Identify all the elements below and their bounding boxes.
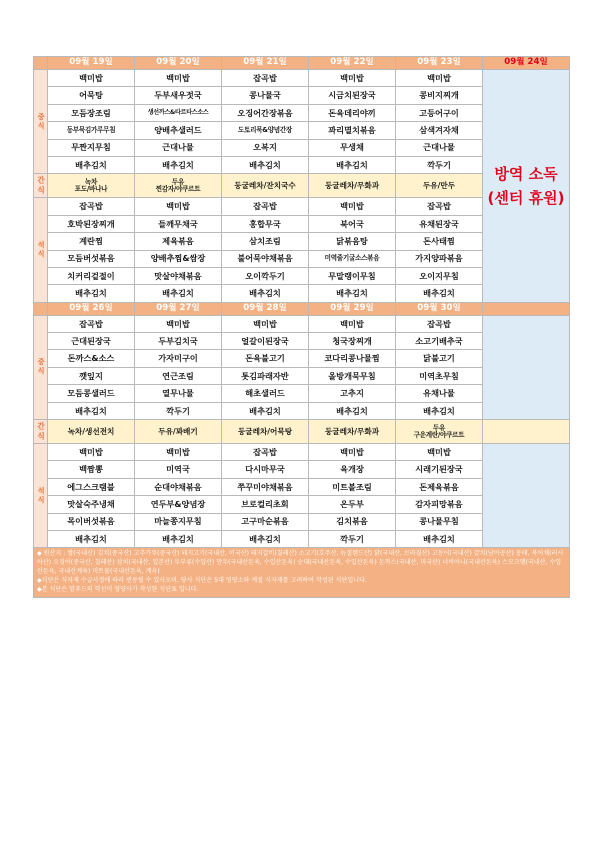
menu-item: 백미밥 — [48, 70, 135, 87]
menu-item: 오징어간장볶음 — [222, 104, 309, 121]
menu-item: 콩비지찌개 — [396, 87, 483, 104]
snack-item — [396, 174, 483, 198]
menu-item: 배추김치 — [396, 402, 483, 419]
menu-item: 삼치조림 — [222, 233, 309, 250]
menu-item: 잡곡밥 — [48, 315, 135, 332]
menu-item: 감자피망볶음 — [396, 496, 483, 513]
menu-item: 백미밥 — [396, 70, 483, 87]
snack-line: 둥굴레차/무화과 — [324, 180, 380, 190]
snack-row — [34, 420, 570, 444]
menu-item: 백짬뽕 — [48, 461, 135, 478]
menu-item: 얼갈이된장국 — [222, 333, 309, 350]
menu-item: 배추김치 — [222, 156, 309, 173]
menu-item: 배추김치 — [135, 530, 222, 547]
snack-label: 간식 — [34, 174, 48, 198]
menu-item: 배추김치 — [48, 285, 135, 302]
notes-row — [34, 548, 570, 597]
menu-item: 배추김치 — [309, 285, 396, 302]
date-header: 09월 20일 — [135, 57, 222, 70]
note-line: ◆본 식단은 맘푸드의 학선미 영양사가 작성한 식단표 입니다. — [37, 585, 199, 593]
menu-item: 백미밥 — [48, 444, 135, 461]
menu-item: 잡곡밥 — [396, 198, 483, 215]
menu-item: 배추김치 — [135, 285, 222, 302]
menu-item: 다시마무국 — [222, 461, 309, 478]
menu-item: 백미밥 — [396, 444, 483, 461]
menu-item: 고추지 — [309, 385, 396, 402]
closed-line1: 방역 소독 — [494, 164, 558, 183]
menu-item: 깍두기 — [135, 402, 222, 419]
menu-item: 근대나물 — [135, 139, 222, 156]
dinner-label: 석식 — [34, 444, 48, 548]
menu-item: 유채나물 — [396, 385, 483, 402]
menu-item: 계란찜 — [48, 233, 135, 250]
date-header: 09월 26일 — [48, 302, 135, 315]
header-corner — [34, 57, 48, 70]
snack-line: 두유 — [171, 177, 185, 186]
menu-item: 브로컬리초회 — [222, 496, 309, 513]
dinner-row — [34, 444, 570, 461]
snack-line: 두유/만두 — [422, 180, 456, 190]
date-header: 09월 27일 — [135, 302, 222, 315]
menu-item: 청국장찌개 — [309, 333, 396, 350]
menu-item: 백미밥 — [309, 198, 396, 215]
menu-item: 두부김치국 — [135, 333, 222, 350]
menu-item: 동부묵김가루무침 — [48, 122, 135, 139]
empty-cell — [483, 444, 570, 548]
menu-item: 들깨무채국 — [135, 215, 222, 232]
menu-item: 닭불고기 — [396, 350, 483, 367]
menu-item: 온두부 — [309, 496, 396, 513]
menu-item: 돈제육볶음 — [396, 478, 483, 495]
date-header: 09월 21일 — [222, 57, 309, 70]
date-header-row — [34, 302, 570, 315]
snack-line: 구운계란/야쿠르트 — [413, 430, 465, 439]
menu-item: 돈까스&소스 — [48, 350, 135, 367]
date-header: 09월 23일 — [396, 57, 483, 70]
snack-item — [48, 174, 135, 198]
menu-item: 잡곡밥 — [222, 198, 309, 215]
menu-item: 시금치된장국 — [309, 87, 396, 104]
menu-item: 미역국 — [135, 461, 222, 478]
menu-item: 모듬장조림 — [48, 104, 135, 121]
menu-item: 무짠지무침 — [48, 139, 135, 156]
menu-item: 미역초무침 — [396, 367, 483, 384]
menu-item: 백미밥 — [309, 315, 396, 332]
menu-item: 근대된장국 — [48, 333, 135, 350]
menu-item: 배추김치 — [135, 156, 222, 173]
menu-item: 깍두기 — [309, 530, 396, 547]
menu-item: 돈육불고기 — [222, 350, 309, 367]
snack-item — [135, 420, 222, 444]
menu-item: 톳김파래자반 — [222, 367, 309, 384]
note-line: ◆식단은 식자재 수급사정에 따라 변동될 수 있사오며, 당사 식단은 5대 영양소와 계절 식자재를 고려하여 작성된 식단입니다. — [37, 576, 367, 584]
snack-line: 찐감자/야쿠르트 — [155, 184, 201, 193]
closed-line2: (센터 휴원) — [487, 188, 565, 207]
lunch-row — [34, 315, 570, 332]
menu-item: 에그스크램블 — [48, 478, 135, 495]
header-corner — [34, 302, 48, 315]
menu-item: 잡곡밥 — [48, 198, 135, 215]
menu-item: 육개장 — [309, 461, 396, 478]
snack-item — [135, 174, 222, 198]
menu-item: 코다리콩나물찜 — [309, 350, 396, 367]
menu-item: 콩나물무침 — [396, 513, 483, 530]
menu-item: 고등어구이 — [396, 104, 483, 121]
menu-item: 양배추샐러드 — [135, 122, 222, 139]
menu-item: 백미밥 — [309, 70, 396, 87]
menu-item: 열무나물 — [135, 385, 222, 402]
notes — [34, 548, 570, 597]
menu-item: 시래기된장국 — [396, 461, 483, 478]
menu-item: 닭볶음탕 — [309, 233, 396, 250]
menu-item: 제육볶음 — [135, 233, 222, 250]
snack-line: 포도/바나나 — [74, 184, 108, 193]
date-header: 09월 19일 — [48, 57, 135, 70]
menu-item: 미역줄기굴소스볶음 — [309, 250, 396, 267]
snack-item — [48, 420, 135, 444]
snack-line: 둥굴레차/무화과 — [324, 426, 380, 436]
meal-plan-sheet — [33, 56, 569, 598]
menu-item: 깻잎지 — [48, 367, 135, 384]
menu-item: 호박된장찌개 — [48, 215, 135, 232]
menu-item: 맛살숙주냉채 — [48, 496, 135, 513]
menu-item: 소고기배추국 — [396, 333, 483, 350]
snack-item — [309, 174, 396, 198]
menu-item: 깍두기 — [396, 156, 483, 173]
menu-item: 백미밥 — [135, 315, 222, 332]
menu-item: 모듬버섯볶음 — [48, 250, 135, 267]
menu-item: 백미밥 — [135, 198, 222, 215]
lunch-row — [34, 70, 570, 87]
menu-item: 백미밥 — [309, 444, 396, 461]
menu-item: 오복지 — [222, 139, 309, 156]
menu-item: 가지양파볶음 — [396, 250, 483, 267]
menu-item: 근대나물 — [396, 139, 483, 156]
empty-cell — [483, 315, 570, 419]
menu-item: 목이버섯볶음 — [48, 513, 135, 530]
menu-item: 잡곡밥 — [222, 444, 309, 461]
snack-item — [222, 174, 309, 198]
menu-item: 백미밥 — [135, 70, 222, 87]
lunch-label: 중식 — [34, 315, 48, 419]
menu-item: 배추김치 — [309, 402, 396, 419]
menu-item: 배추김치 — [48, 156, 135, 173]
menu-item: 도토리묵&양념간장 — [222, 122, 309, 139]
snack-item — [309, 420, 396, 444]
menu-item: 배추김치 — [396, 285, 483, 302]
menu-item: 무말랭이무침 — [309, 267, 396, 284]
menu-item: 돈육데리야끼 — [309, 104, 396, 121]
menu-item: 고구마순볶음 — [222, 513, 309, 530]
note-line: ◆ 원산지 : 쌀(국내산) 김치(중국산) 고추가루(중국산) 돼지고기(국내산, 미국산) 돼지갈비(칠레산) 소고기(호주산, 뉴질랜드산) 닭(국내산, 브라질산) 고등어(국내산) 갈치(남아공산) 동태, 북어채(러시아산) 오징어(중국산, 칠레산) 삼치(국내산, 일본산) 두부류(수입산) 만두(국내산돈육, 수입산돈육) 순대(국내산돈육, 수입산돈육) 돈까스(국내산, 미국산) 너비아니(국내산돈육) 스모크햄(국내산, 수입산돈육, 국내산계육) 미트볼(국내산돈육, 계육) — [37, 550, 564, 576]
snack-line: 녹차/생선전치 — [67, 426, 115, 436]
menu-item: 배추김치 — [222, 285, 309, 302]
snack-label: 간식 — [34, 420, 48, 444]
snack-line: 두유/꽈배기 — [158, 426, 198, 436]
menu-item: 미트볼조림 — [309, 478, 396, 495]
empty-cell — [483, 420, 570, 444]
meal-plan-table — [33, 56, 570, 598]
menu-item: 불어묵야채볶음 — [222, 250, 309, 267]
menu-item: 오이지무침 — [396, 267, 483, 284]
menu-item: 백미밥 — [222, 315, 309, 332]
date-header-empty — [483, 302, 570, 315]
menu-item: 꽈리멸치볶음 — [309, 122, 396, 139]
menu-item: 가자미구이 — [135, 350, 222, 367]
menu-item: 잡곡밥 — [222, 70, 309, 87]
snack-line: 두유 — [432, 423, 446, 432]
closed-notice — [483, 70, 570, 303]
menu-item: 백미밥 — [135, 444, 222, 461]
menu-item: 오이깍두기 — [222, 267, 309, 284]
dinner-label: 석식 — [34, 198, 48, 302]
date-header: 09월 22일 — [309, 57, 396, 70]
date-header: 09월 29일 — [309, 302, 396, 315]
menu-item: 김치볶음 — [309, 513, 396, 530]
menu-item: 어묵탕 — [48, 87, 135, 104]
menu-item: 맛살야채볶음 — [135, 267, 222, 284]
snack-line: 둥굴레차/어묵탕 — [237, 426, 293, 436]
menu-item: 올방개묵무침 — [309, 367, 396, 384]
date-header: 09월 28일 — [222, 302, 309, 315]
date-header: 09월 30일 — [396, 302, 483, 315]
date-header: 09월 24일 — [483, 57, 570, 70]
menu-item: 연근조림 — [135, 367, 222, 384]
menu-item: 두부새우젓국 — [135, 87, 222, 104]
menu-item: 순대야채볶음 — [135, 478, 222, 495]
menu-item: 홍합무국 — [222, 215, 309, 232]
snack-item — [222, 420, 309, 444]
menu-item: 북어국 — [309, 215, 396, 232]
menu-item: 연두부&양념장 — [135, 496, 222, 513]
snack-line: 녹차 — [84, 177, 98, 186]
snack-item — [396, 420, 483, 444]
menu-item: 돈사태찜 — [396, 233, 483, 250]
menu-item: 배추김치 — [309, 156, 396, 173]
lunch-label: 중식 — [34, 70, 48, 174]
menu-item: 마늘쫑지무침 — [135, 513, 222, 530]
menu-item: 유채된장국 — [396, 215, 483, 232]
menu-item: 무생채 — [309, 139, 396, 156]
snack-line: 둥굴레차/잔치국수 — [234, 180, 296, 190]
menu-item: 잡곡밥 — [396, 315, 483, 332]
menu-item: 배추김치 — [222, 530, 309, 547]
menu-item: 양배추찜&쌈장 — [135, 250, 222, 267]
menu-item: 생선까스&타르타스소스 — [135, 104, 222, 121]
menu-item: 배추김치 — [48, 402, 135, 419]
menu-item: 치커리겉절이 — [48, 267, 135, 284]
menu-item: 해초샐러드 — [222, 385, 309, 402]
menu-item: 콩나물국 — [222, 87, 309, 104]
date-header-row — [34, 57, 570, 70]
menu-item: 배추김치 — [222, 402, 309, 419]
menu-item: 모듬콩샐러드 — [48, 385, 135, 402]
menu-item: 삼색겨자채 — [396, 122, 483, 139]
menu-item: 배추김치 — [396, 530, 483, 547]
menu-item: 배추김치 — [48, 530, 135, 547]
menu-item: 쭈꾸미야채볶음 — [222, 478, 309, 495]
